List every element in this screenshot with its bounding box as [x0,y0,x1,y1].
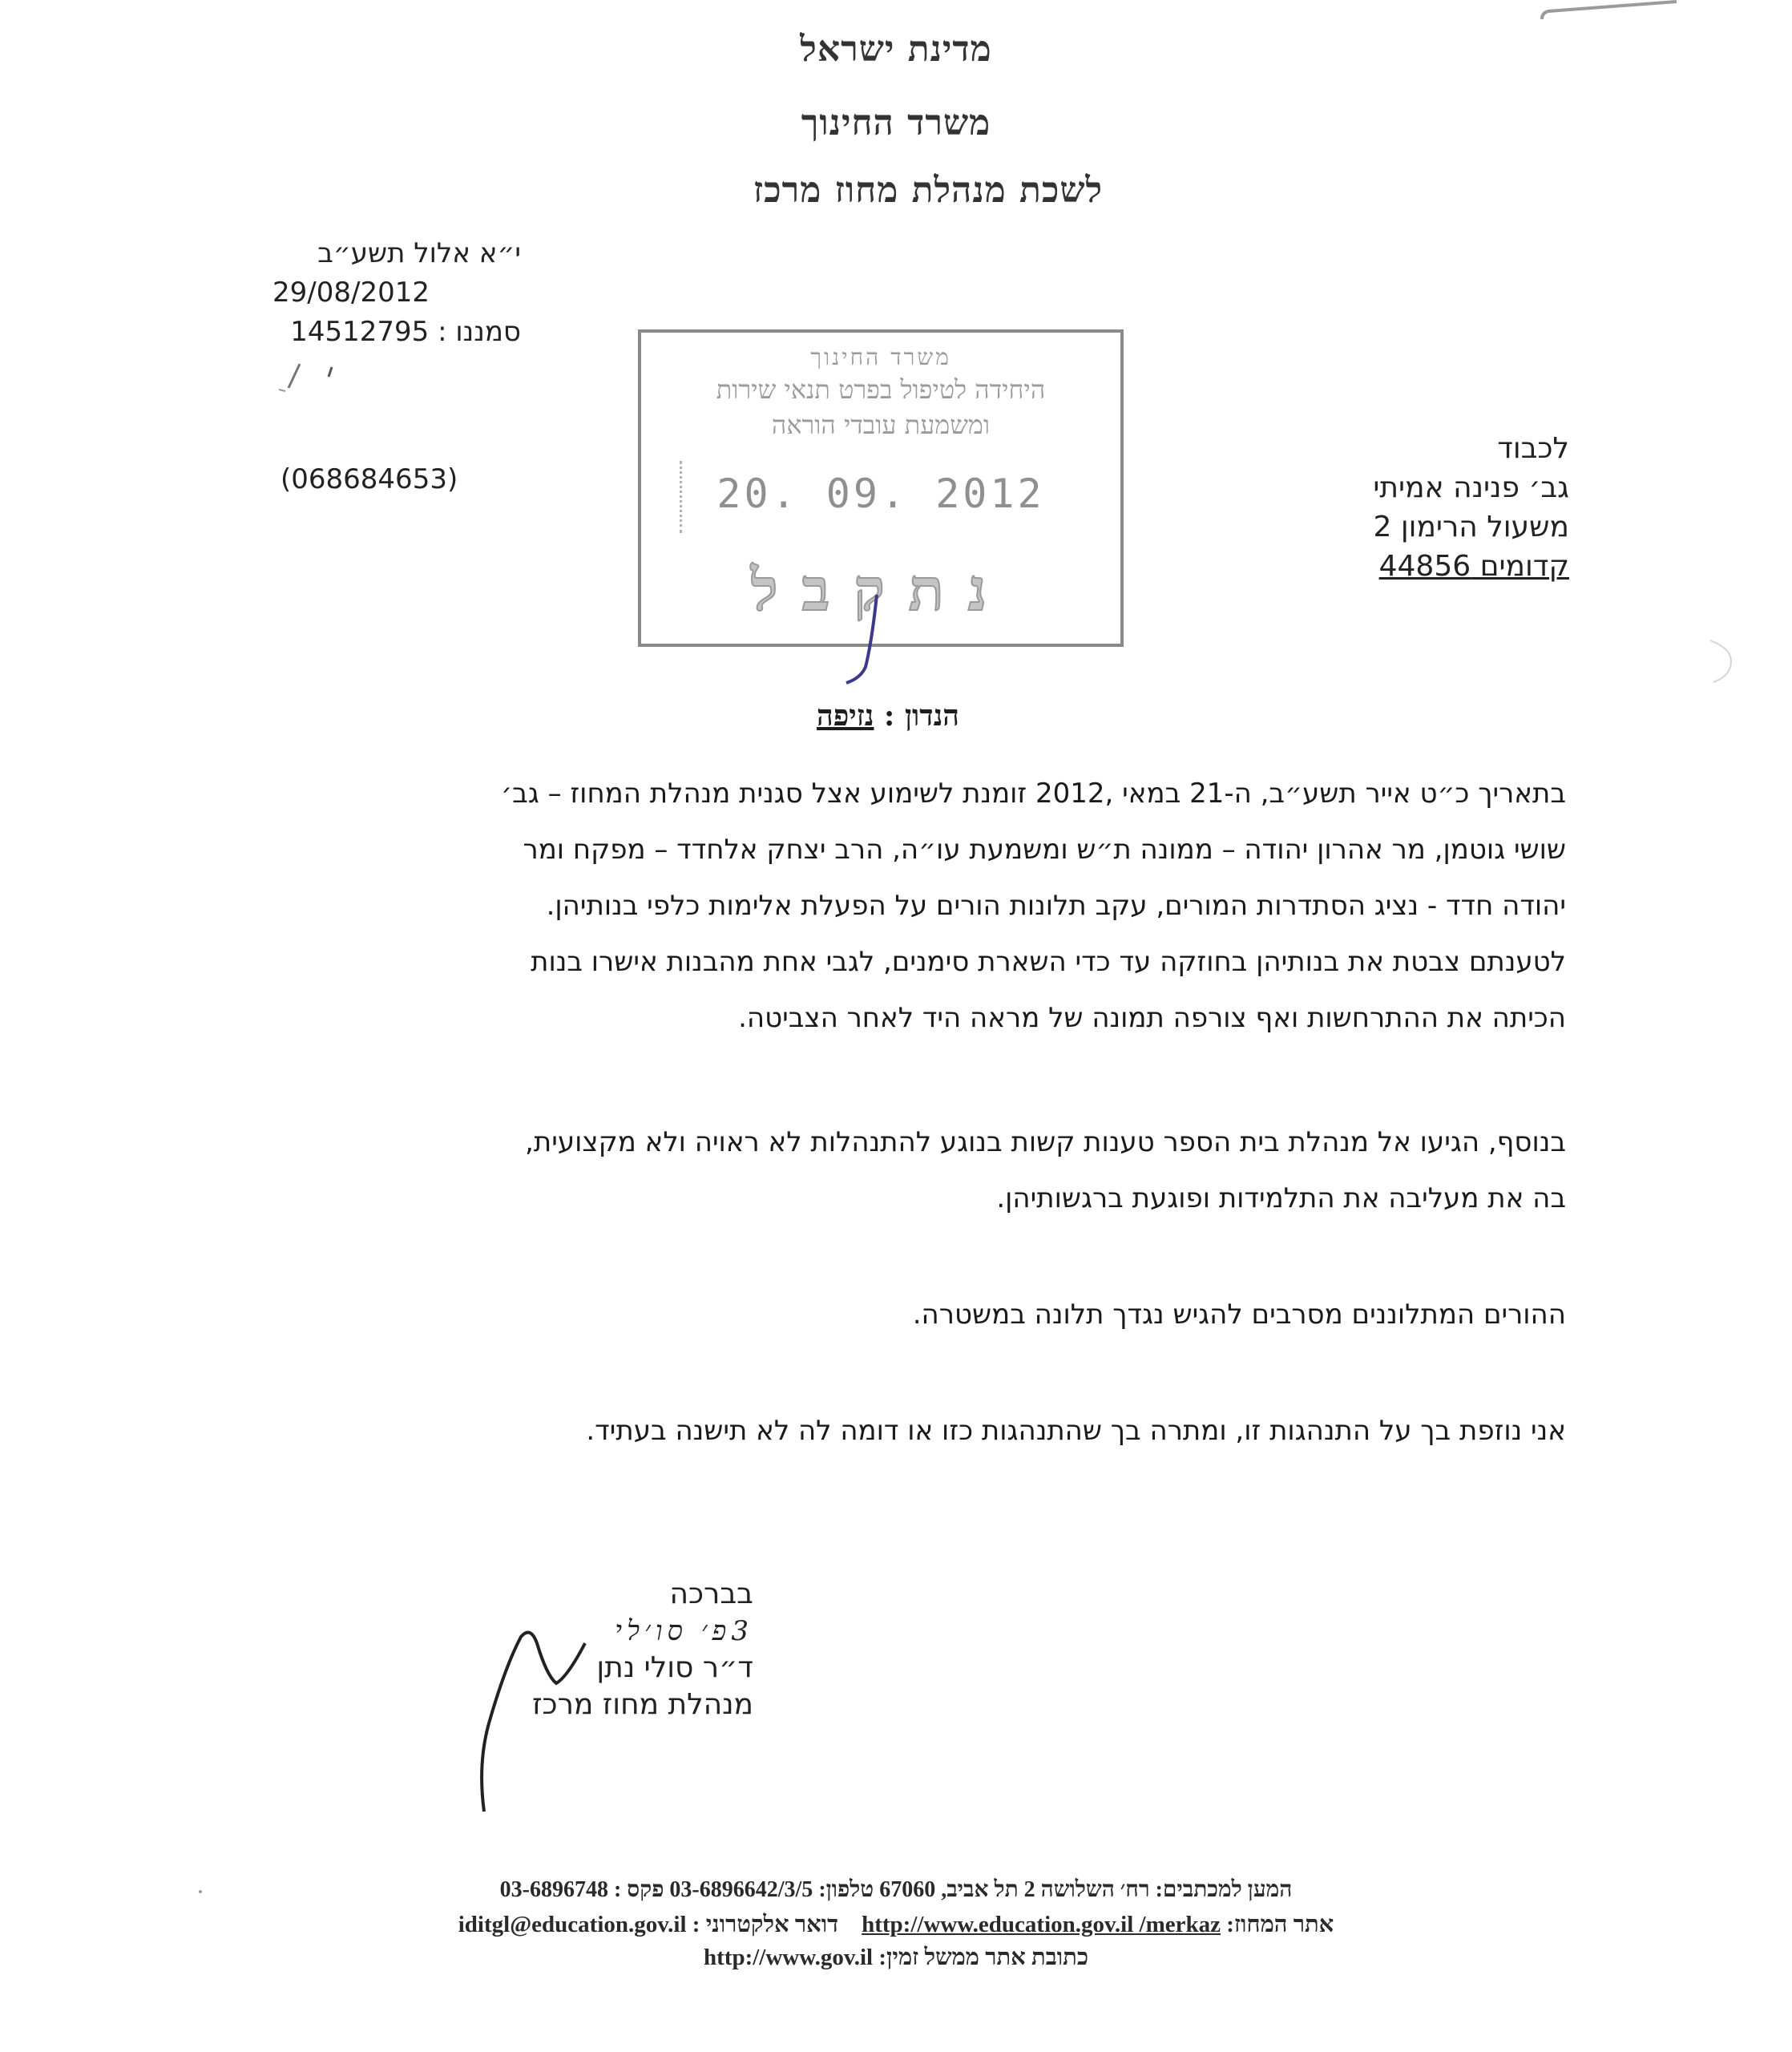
footer-address-line [0,1877,1792,1903]
fax: 03-6896748 [499,1877,608,1902]
district-site-link[interactable]: http://www.education.gov.il /merkaz [862,1912,1221,1937]
pen-tick-mark [272,353,337,393]
recipient-salutation: לכבוד [1497,432,1569,465]
header-state-of-israel: מדינת ישראל [800,29,992,70]
handwritten-signature [473,1619,617,1828]
footer-web-line [0,1912,1792,1938]
subject-value: נזיפה [817,699,874,733]
subject-label: הנדון : [884,699,959,733]
scan-artifact-line [1539,0,1683,24]
handwritten-initials: 3פ׳ סו׳לי [615,1615,753,1647]
header-ministry-of-education: משרד החינוך [801,103,991,143]
hebrew-date: י״א אלול תשע״ב [317,237,521,269]
body-paragraph-1 [220,765,1566,1046]
email-label: דואר אלקטרוני : [692,1912,839,1937]
body-line: בנוסף, הגיעו אל מנהלת בית הספר טענות קשות בנוגע להתנהלות לא ראויה ולא מקצועית, [525,1126,1566,1158]
gregorian-date: 29/08/2012 [272,277,430,309]
gov-site-label: כתובת אתר ממשל זמין: [878,1945,1088,1970]
phone: 03-6896642/3/5 [669,1877,813,1902]
body-paragraph-3 [220,1287,1566,1343]
recipient-address [1265,429,1569,586]
secondary-reference: (068684653) [281,463,458,495]
subject-line [0,699,1792,733]
body-line: בתאריך כ״ט אייר תשע״ב, ה-21 במאי ,2012 זומנת לשימוע אצל סגנית מנהלת המחוז – גב׳ [501,778,1566,810]
scan-artifact-circle [1707,637,1739,685]
fax-label: פקס : [613,1877,664,1902]
stamp-ministry: משרד החינוך [810,344,951,370]
header-district-office: לשכת מנהלת מחוז מרכז [753,170,1104,211]
closing-regards: בברכה [669,1577,753,1610]
recipient-city-zip: קדומים 44856 [1378,550,1569,583]
address: רח׳ השלושה 2 תל אביב, 67060 [879,1877,1150,1902]
body-paragraph-4 [220,1403,1566,1459]
phone-label: טלפון: [818,1877,874,1902]
body-line: אני נוזפת בך על התנהגות זו, ומתרה בך שהתנהגות כזו או דומה לה לא תישנה בעתיד. [586,1415,1566,1447]
body-line: ההורים המתלוננים מסרבים להגיש נגדך תלונה במשטרה. [912,1299,1566,1331]
reference-number: 14512795 [290,316,430,348]
signer-title: מנהלת מחוז מרכז [532,1688,753,1721]
letter-meta [272,234,521,352]
recipient-name: גב׳ פנינה אמיתי [1373,471,1569,504]
reference-line [272,313,521,352]
footer-gov-line [0,1945,1792,1971]
signer-name: ד״ר סולי נתן [596,1651,753,1684]
scan-speck [199,1890,202,1893]
pen-stroke-icon [842,593,890,689]
email-link[interactable]: iditgl@education.gov.il [458,1912,687,1937]
stamp-received: נתקבל [750,555,1011,624]
body-line: יהודה חדד - נציג הסתדרות המורים, עקב תלונות הורים על הפעלת אלימות כלפי בנותיהן. [546,890,1566,922]
reference-label: סמננו : [438,316,521,348]
body-line: הכיתה את ההתרחשות ואף צורפה תמונה של מראה היד לאחר הצביטה. [738,1002,1566,1034]
stamp-date: 20. 09. 2012 [716,471,1045,517]
body-paragraph-2 [220,1114,1566,1226]
recipient-street: משעול הרימון 2 [1373,511,1569,543]
address-label: המען למכתבים: [1155,1877,1293,1902]
gov-site-link[interactable]: http://www.gov.il [704,1945,874,1970]
body-line: שושי גוטמן, מר אהרון יהודה – ממונה ת״ש ומשמעת עו״ה, הרב יצחק אלחדד – מפקח ומר [523,834,1566,866]
stamp-unit-cont: ומשמעת עובדי הוראה [771,410,991,440]
body-line: בה את מעליבה את התלמידות ופוגעת ברגשותיהן. [996,1182,1566,1214]
body-line: לטענתם צבטת את בנותיהן בחוזקה עד כדי השארת סימנים, לגבי אחת מהבנות אישרו בנות [531,946,1566,978]
stamp-unit: היחידה לטיפול בפרט תנאי שירות [716,374,1046,405]
district-site-label: אתר המחוז: [1226,1912,1334,1937]
